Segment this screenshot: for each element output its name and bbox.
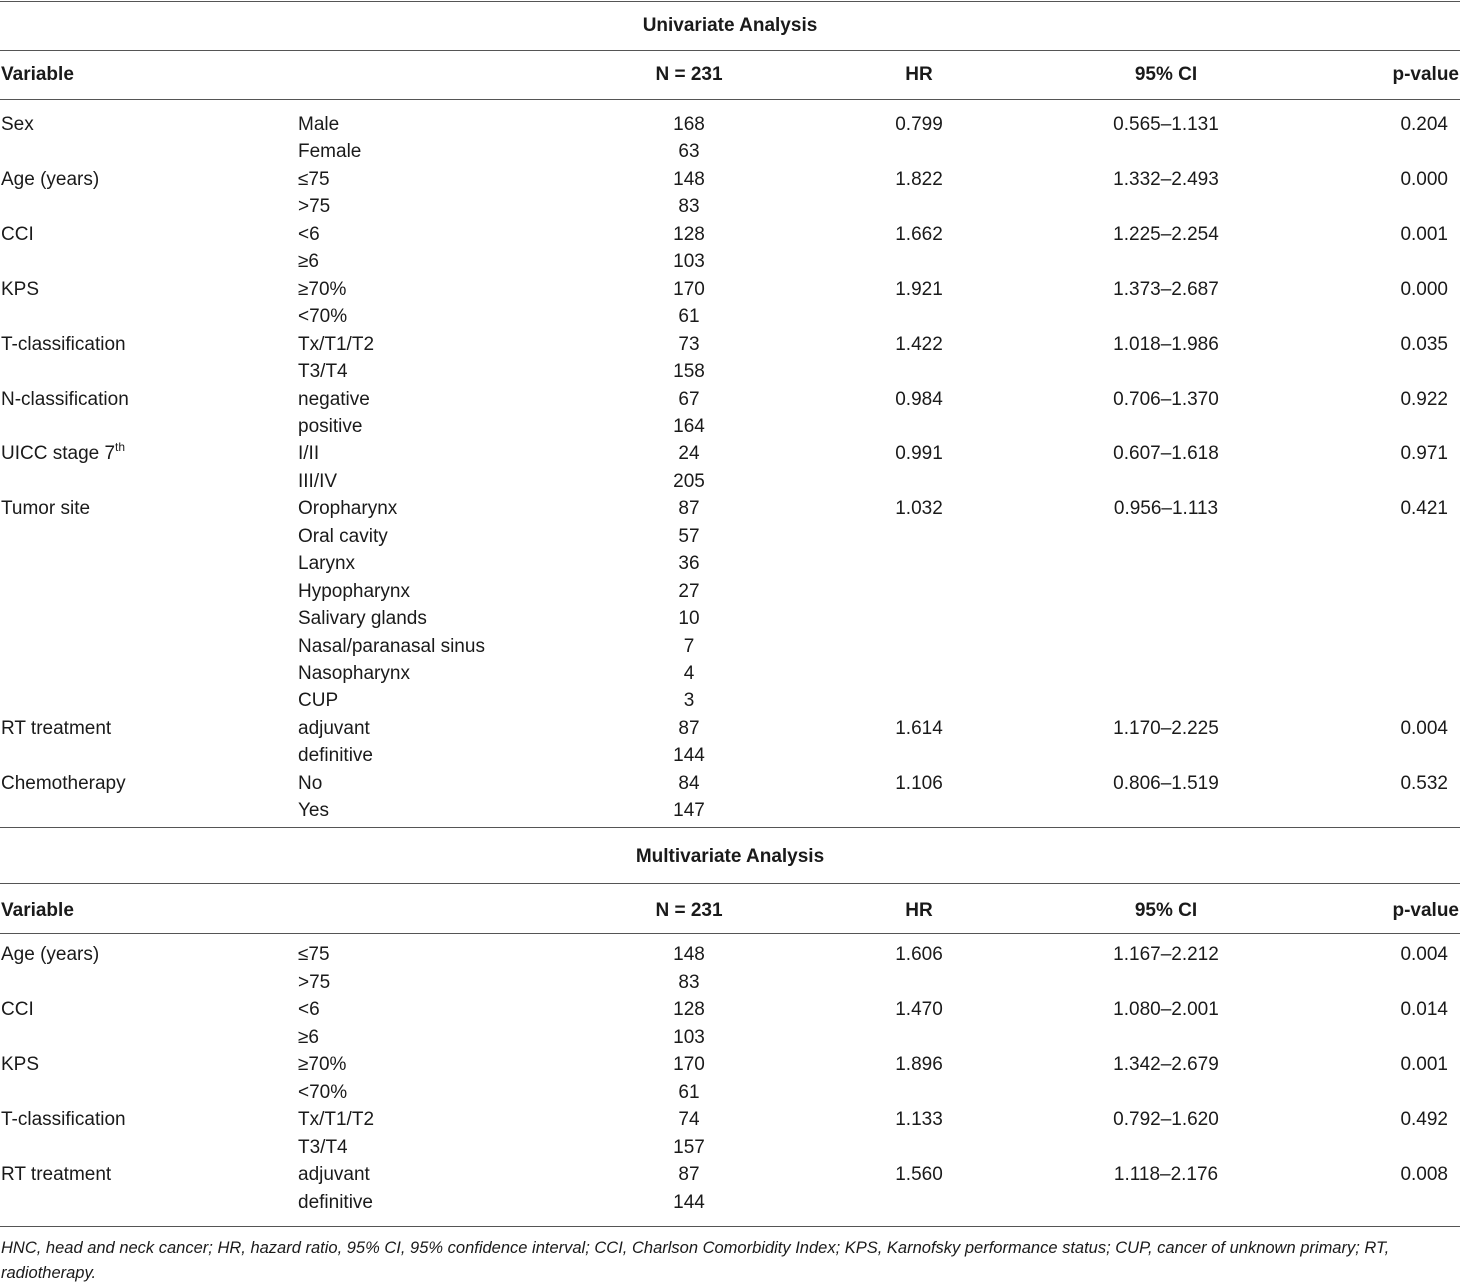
table-row [0,386,1460,414]
n-cell: 83 [678,971,700,993]
n-cell: 63 [678,141,700,163]
category-cell: III/IV [298,470,338,492]
hr-cell: 1.032 [895,498,943,520]
category-cell: Oropharynx [298,498,398,520]
n-cell: 128 [673,999,705,1020]
n-cell: 4 [683,663,695,684]
p-value-cell: 0.492 [1400,1109,1448,1130]
category-cell: Salivary glands [298,608,427,630]
n-cell: 74 [678,1109,700,1130]
ci-cell: 1.018–1.986 [1113,333,1219,355]
univariate-header-rule [0,99,1460,100]
p-value-cell: 0.004 [1400,944,1448,965]
n-cell: 61 [678,1081,700,1103]
n-cell: 158 [673,361,705,383]
ci-cell: 1.118–2.176 [1113,1164,1219,1185]
category-cell: CUP [298,690,339,712]
table-row [0,941,1460,969]
top-rule [0,1,1460,2]
n-cell: 73 [678,333,700,355]
ci-cell: 0.607–1.618 [1113,443,1219,465]
variable-cell: Age (years) [1,944,100,965]
p-value-cell: 0.004 [1400,717,1448,739]
n-cell: 87 [678,717,700,739]
header-n: N = 231 [655,64,723,85]
n-cell: 27 [678,580,700,602]
ci-cell: 1.373–2.687 [1113,278,1219,300]
n-cell: 164 [673,415,705,437]
n-cell: 10 [678,608,700,630]
header-hr: HR [905,64,933,85]
n-cell: 57 [678,525,700,547]
n-cell: 144 [673,1191,705,1213]
variable-cell: T-classification [1,1109,126,1130]
multivariate-title-rule [0,883,1460,884]
category-cell: Yes [298,800,329,822]
table-footnote: HNC, head and neck cancer; HR, hazard ratio, 95% CI, 95% confidence interval; CCI, Charlson Comorbidity Index; KPS, Karnofsky performance status; CUP, cancer of unknown primary; RT, radiotherapy. [1,1239,1390,1282]
p-value-cell: 0.014 [1400,999,1448,1020]
table-row [0,633,1460,661]
hr-cell: 1.560 [895,1164,943,1185]
table-row [0,358,1460,386]
table-row [0,303,1460,331]
ci-cell: 0.806–1.519 [1113,772,1219,794]
p-value-cell: 0.971 [1400,443,1448,465]
table-row [0,605,1460,633]
category-cell: <6 [298,999,320,1020]
header-variable: Variable [1,900,74,921]
table-row [0,193,1460,221]
n-cell: 3 [683,690,695,712]
table-row [0,248,1460,276]
hr-cell: 1.422 [895,333,943,355]
table-row [0,523,1460,551]
category-cell: ≤75 [298,944,330,965]
n-cell: 205 [673,470,705,492]
header-p-value: p-value [1392,64,1459,85]
table-row [0,166,1460,194]
n-cell: 148 [673,168,705,190]
table-row [0,715,1460,743]
category-cell: ≥6 [298,251,319,273]
category-cell: Nasopharynx [298,663,410,684]
hr-cell: 1.106 [895,772,943,794]
table-row [0,221,1460,249]
category-cell: >75 [298,196,331,218]
variable-cell: KPS [1,1054,40,1075]
ci-cell: 0.956–1.113 [1113,498,1219,520]
n-cell: 7 [683,635,695,657]
hr-cell: 1.606 [895,944,943,965]
p-value-cell: 0.035 [1400,333,1448,355]
variable-cell: N-classification [1,388,129,410]
category-cell: ≤75 [298,168,330,190]
table-row [0,1024,1460,1052]
category-cell: definitive [298,1191,373,1213]
category-cell: adjuvant [298,717,370,739]
n-cell: 128 [673,223,705,245]
table-row [0,1051,1460,1079]
n-cell: 170 [673,278,705,300]
table-row [0,276,1460,304]
p-value-cell: 0.008 [1400,1164,1448,1185]
n-cell: 168 [673,114,705,135]
ci-cell: 0.792–1.620 [1113,1109,1219,1130]
p-value-cell: 0.204 [1400,114,1448,135]
ci-cell: 1.167–2.212 [1113,944,1219,965]
table-row [0,550,1460,578]
n-cell: 103 [673,1026,705,1048]
variable-cell: RT treatment [1,717,112,739]
p-value-cell: 0.421 [1400,498,1448,520]
p-value-cell: 0.000 [1400,278,1448,300]
header-n: N = 231 [655,900,723,921]
category-cell: Female [298,141,362,163]
ci-cell: 0.565–1.131 [1113,114,1219,135]
hr-cell: 1.133 [895,1109,943,1130]
hr-cell: 1.614 [895,717,943,739]
table-row [0,1134,1460,1162]
ci-cell: 1.170–2.225 [1113,717,1219,739]
table-row [0,687,1460,715]
n-cell: 67 [678,388,700,410]
table-row [0,138,1460,166]
category-cell: definitive [298,745,373,767]
table-row [0,1161,1460,1189]
category-cell: <70% [298,1081,348,1103]
table-row [0,797,1460,825]
variable-cell: UICC stage 7th [1,440,126,465]
p-value-cell: 0.000 [1400,168,1448,190]
table-row [0,742,1460,770]
n-cell: 148 [673,944,705,965]
hr-cell: 1.662 [895,223,943,245]
category-cell: <6 [298,223,320,245]
category-cell: Larynx [298,553,356,575]
category-cell: Tx/T1/T2 [298,1109,375,1130]
ci-cell: 1.080–2.001 [1113,999,1219,1020]
ci-cell: 1.225–2.254 [1113,223,1219,245]
univariate-title-rule [0,50,1460,51]
p-value-cell: 0.532 [1400,772,1448,794]
category-cell: positive [298,415,363,437]
table-row [0,1106,1460,1134]
header-variable: Variable [1,64,74,85]
category-cell: ≥6 [298,1026,319,1048]
table-row [0,1079,1460,1107]
category-cell: negative [298,388,370,410]
category-cell: ≥70% [298,278,347,300]
category-cell: No [298,772,323,794]
category-cell: adjuvant [298,1164,370,1185]
header-hr: HR [905,900,933,921]
n-cell: 87 [678,498,700,520]
n-cell: 24 [678,443,700,465]
multivariate-header-rule [0,933,1460,934]
multivariate-bottom-rule [0,1226,1460,1227]
n-cell: 170 [673,1054,705,1075]
table-row [0,440,1460,468]
table-row [0,111,1460,139]
variable-cell: CCI [1,223,34,245]
table-row [0,969,1460,997]
table-row [0,413,1460,441]
n-cell: 144 [673,745,705,767]
ordinal-superscript: th [115,440,126,455]
table-row [0,1189,1460,1217]
n-cell: 103 [673,251,705,273]
variable-cell: Sex [1,114,34,135]
category-cell: T3/T4 [298,361,348,383]
variable-cell: T-classification [1,333,126,355]
p-value-cell: 0.922 [1400,388,1448,410]
table-row [0,495,1460,523]
table-row [0,996,1460,1024]
hr-cell: 1.822 [895,168,943,190]
category-cell: Oral cavity [298,525,388,547]
table-row [0,468,1460,496]
n-cell: 157 [673,1136,705,1158]
n-cell: 36 [678,553,700,575]
hr-cell: 1.921 [895,278,943,300]
univariate-title: Univariate Analysis [642,15,818,36]
variable-cell: CCI [1,999,34,1020]
n-cell: 84 [678,772,700,794]
variable-cell: Tumor site [1,498,91,520]
category-cell: ≥70% [298,1054,347,1075]
category-cell: Hypopharynx [298,580,410,602]
table-row [0,578,1460,606]
n-cell: 147 [673,800,705,822]
ci-cell: 1.342–2.679 [1113,1054,1219,1075]
hr-cell: 1.470 [895,999,943,1020]
category-cell: I/II [298,443,320,465]
variable-cell: Age (years) [1,168,100,190]
hr-cell: 0.991 [895,443,943,465]
category-cell: Male [298,114,340,135]
variable-cell: Chemotherapy [1,772,126,794]
category-cell: T3/T4 [298,1136,348,1158]
univariate-bottom-rule [0,827,1460,828]
table-row [0,331,1460,359]
variable-cell: KPS [1,278,40,300]
category-cell: >75 [298,971,331,993]
hr-cell: 0.799 [895,114,943,135]
hr-cell: 0.984 [895,388,943,410]
variable-cell: RT treatment [1,1164,112,1185]
header-p-value: p-value [1392,900,1459,921]
ci-cell: 1.332–2.493 [1113,168,1219,190]
table-row [0,660,1460,688]
ci-cell: 0.706–1.370 [1113,388,1219,410]
n-cell: 61 [678,306,700,328]
table-row [0,770,1460,798]
header-ci: 95% CI [1134,900,1198,921]
hr-cell: 1.896 [895,1054,943,1075]
n-cell: 83 [678,196,700,218]
n-cell: 87 [678,1164,700,1185]
category-cell: <70% [298,306,348,328]
category-cell: Tx/T1/T2 [298,333,375,355]
multivariate-title: Multivariate Analysis [635,846,825,867]
header-ci: 95% CI [1134,64,1198,85]
p-value-cell: 0.001 [1400,1054,1448,1075]
p-value-cell: 0.001 [1400,223,1448,245]
category-cell: Nasal/paranasal sinus [298,635,485,657]
